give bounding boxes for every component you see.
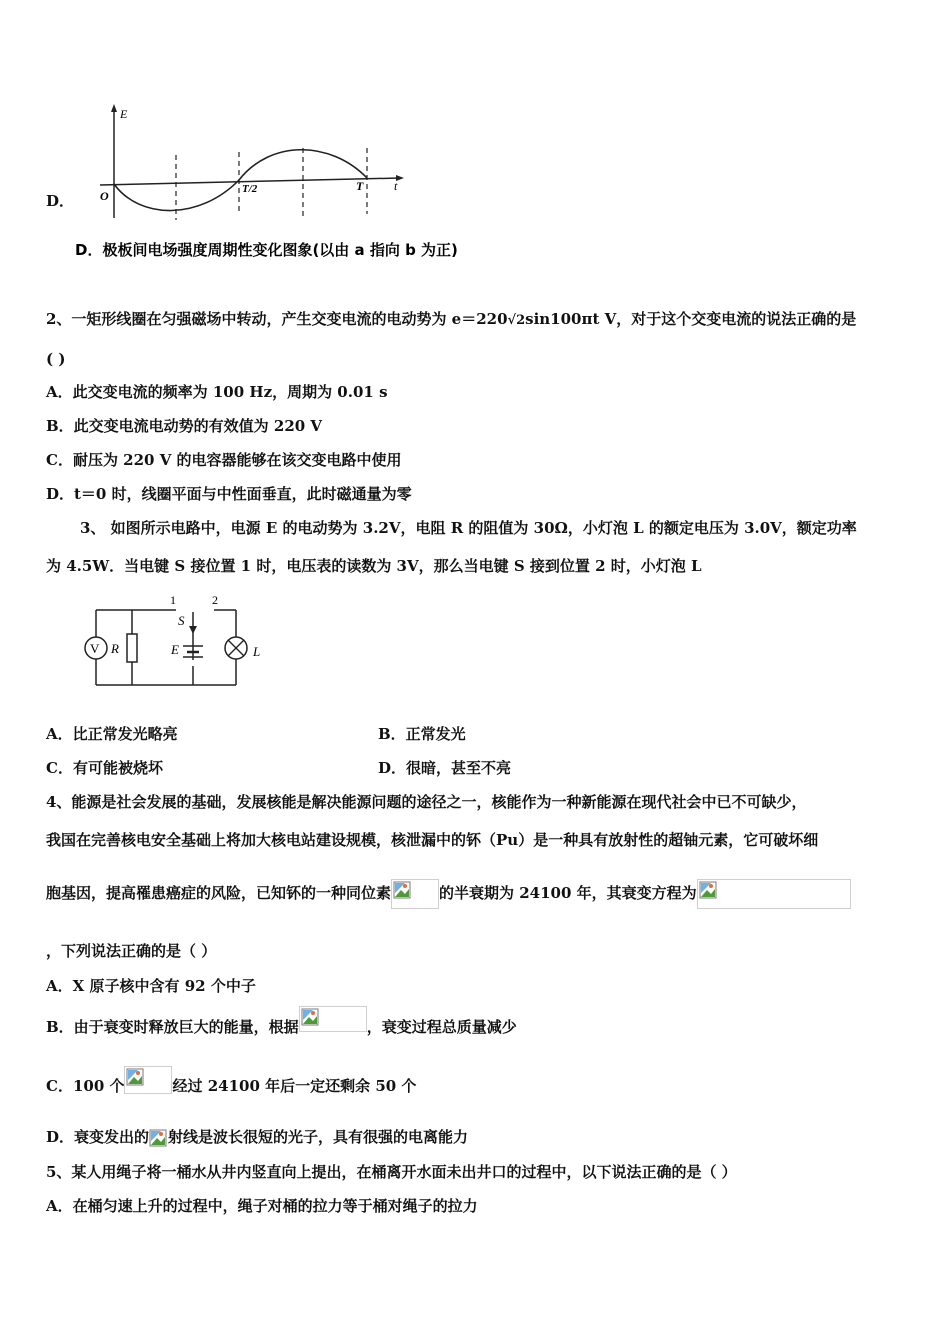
switch-arrow — [189, 626, 197, 634]
q2-option-a: A．此交变电流的频率为 100 Hz，周期为 0.01 s — [46, 383, 388, 401]
broken-image-icon — [301, 1008, 319, 1026]
q4-option-c-part1: C．100 个 — [46, 1077, 125, 1095]
lamp-label: L — [253, 644, 261, 659]
q2-option-c: C．耐压为 220 V 的电容器能够在该交变电路中使用 — [46, 451, 402, 469]
tick-half-label: T/2 — [242, 183, 258, 195]
q4-option-b — [46, 1008, 517, 1046]
q4-line3 — [46, 876, 851, 910]
q3-option-b: B．正常发光 — [378, 725, 466, 743]
q3-option-a: A．比正常发光略亮 — [46, 725, 178, 743]
axis-t-label: t — [394, 179, 398, 193]
q4-option-b-part1: B．由于衰变时释放巨大的能量，根据 — [46, 1018, 299, 1036]
mass-energy-image-placeholder — [299, 1006, 367, 1032]
q4-line3-part1: 胞基因，提高罹患癌症的风险，已知钚的一种同位素 — [46, 884, 392, 902]
broken-image-icon — [126, 1068, 144, 1086]
resistor — [127, 634, 137, 662]
source-label: E — [171, 642, 179, 657]
broken-image-icon — [149, 1129, 167, 1147]
switch-pos1-label: 1 — [170, 593, 176, 607]
q1-option-d-label: D． — [46, 192, 75, 210]
q3-stem-line1: 3、 如图所示电路中，电源 E 的电动势为 3.2V，电阻 R 的阻值为 30Ω，小灯泡 L 的额定电压为 3.0V，额定功率 — [80, 519, 857, 537]
pu-nucleus-image-placeholder — [124, 1066, 172, 1094]
voltmeter-label: V — [90, 641, 100, 656]
isotope-image-placeholder — [391, 879, 439, 909]
q3-circuit — [78, 590, 278, 692]
q2-stem — [46, 309, 856, 331]
q2-stem-part2: sin100πt V，对于这个交变电流的说法正确的是 — [525, 310, 857, 328]
graph-caption: D．极板间电场强度周期性变化图象(以由 a 指向 b 为正) — [75, 241, 458, 259]
broken-image-icon — [699, 881, 717, 899]
q2-bracket: ( ) — [46, 350, 66, 368]
axis-e-label: E — [120, 107, 128, 121]
q4-option-d — [46, 1127, 468, 1148]
q4-option-d-part2: 射线是波长很短的光子，具有很强的电离能力 — [168, 1128, 469, 1146]
q1-graph — [70, 100, 458, 272]
e-axis-arrow — [111, 104, 117, 112]
broken-image-icon — [393, 881, 411, 899]
switch-label: S — [178, 613, 185, 628]
ray-symbol-image-placeholder — [149, 1129, 168, 1148]
q3-option-d: D．很暗，甚至不亮 — [378, 759, 512, 777]
q4-line2: 我国在完善核电安全基础上将加大核电站建设规模，核泄漏中的钚（Pu）是一种具有放射性的超铀元素，它可破坏细 — [46, 831, 819, 849]
q5-option-a: A．在桶匀速上升的过程中，绳子对桶的拉力等于桶对绳子的拉力 — [46, 1197, 478, 1215]
q4-option-b-part2: ，衰变过程总质量减少 — [366, 1018, 517, 1036]
resistor-label: R — [111, 641, 119, 656]
q2-option-b: B．此交变电流电动势的有效值为 220 V — [46, 417, 323, 435]
q4-option-c — [46, 1066, 416, 1106]
q4-option-d-part1: D．衰变发出的 — [46, 1128, 150, 1146]
q2-stem-sqrt: √2 — [507, 313, 526, 328]
switch-pos2-label: 2 — [212, 593, 218, 607]
q4-option-c-part2: 经过 24100 年后一定还剩余 50 个 — [172, 1077, 417, 1095]
q3-stem-line2: 为 4.5W．当电键 S 接位置 1 时，电压表的读数为 3V，那么当电键 S 接到位置 2 时，小灯泡 L — [46, 557, 702, 575]
q4-line4: ，下列说法正确的是（ ） — [46, 942, 217, 960]
q4-line3-part2: 的半衰期为 24100 年，其衰变方程为 — [439, 884, 697, 902]
tick-full-label: T — [356, 179, 364, 193]
q2-stem-part1: 2、一矩形线圈在匀强磁场中转动，产生交变电流的电动势为 e＝220 — [46, 310, 508, 328]
q4-line1: 4、能源是社会发展的基础，发展核能是解决能源问题的途径之一，核能作为一种新能源在现代社会中已不可缺少， — [46, 793, 807, 811]
q5-stem: 5、某人用绳子将一桶水从井内竖直向上提出，在桶离开水面未出井口的过程中，以下说法正确的是（ ） — [46, 1163, 737, 1181]
q4-option-a: A．X 原子核中含有 92 个中子 — [46, 977, 256, 995]
origin-label: O — [100, 189, 109, 203]
q2-option-d: D．t＝0 时，线圈平面与中性面垂直，此时磁通量为零 — [46, 485, 412, 503]
decay-equation-image-placeholder — [697, 879, 851, 909]
q3-option-c: C．有可能被烧坏 — [46, 759, 163, 777]
